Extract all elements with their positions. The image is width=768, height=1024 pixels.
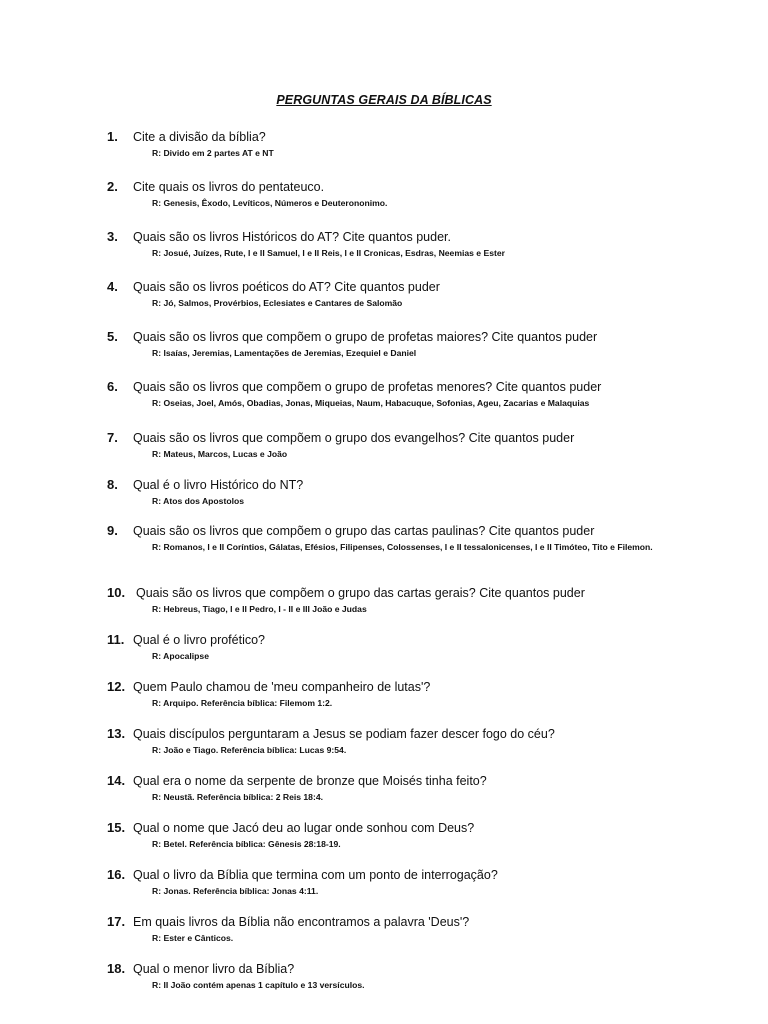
question-number: 9.	[107, 523, 118, 538]
question-number: 5.	[107, 329, 118, 344]
question-number: 18.	[107, 961, 126, 976]
question-text: Cite quais os livros do pentateuco.	[133, 180, 325, 194]
question-text: Quais são os livros que compõem o grupo de profetas maiores? Cite quantos puder	[133, 330, 598, 344]
question-text: Qual é o livro Histórico do NT?	[133, 478, 304, 492]
question-text: Qual o livro da Bíblia que termina com um ponto de interrogação?	[133, 868, 498, 882]
question-number: 10.	[107, 585, 126, 600]
question-number: 12.	[107, 679, 126, 694]
question-number: 2.	[107, 179, 118, 194]
question-number: 13.	[107, 726, 126, 741]
answer-text: R: Romanos, I e II Coríntios, Gálatas, Efésios, Filipenses, Colossenses, I e II tessalonicenses, I e II Timóteo, Tito e Filemon.	[152, 542, 653, 552]
question-number: 3.	[107, 229, 118, 244]
question-text: Em quais livros da Bíblia não encontramos a palavra 'Deus'?	[133, 915, 470, 929]
question-text: Quais discípulos perguntaram a Jesus se podiam fazer descer fogo do céu?	[133, 727, 555, 741]
question-text: Qual era o nome da serpente de bronze que Moisés tinha feito?	[133, 774, 487, 788]
question-text: Quais são os livros que compõem o grupo dos evangelhos? Cite quantos puder	[133, 431, 575, 445]
answer-text: R: Arquipo. Referência bíblica: Filemom 1:2.	[152, 698, 333, 708]
question-number: 6.	[107, 379, 118, 394]
answer-text: R: Jó, Salmos, Provérbios, Eclesiates e Cantares de Salomão	[152, 298, 403, 308]
question-number: 4.	[107, 279, 118, 294]
answer-text: R: Apocalipse	[152, 651, 209, 661]
question-text: Quem Paulo chamou de 'meu companheiro de lutas'?	[133, 680, 431, 694]
answer-text: R: Divido em 2 partes AT e NT	[152, 148, 274, 158]
question-number: 15.	[107, 820, 126, 835]
question-number: 17.	[107, 914, 126, 929]
question-number: 16.	[107, 867, 126, 882]
question-text: Qual é o livro profético?	[133, 633, 266, 647]
answer-text: R: Hebreus, Tiago, I e II Pedro, I - II e III João e Judas	[152, 604, 367, 614]
answer-text: R: Oseias, Joel, Amós, Obadias, Jonas, Miqueias, Naum, Habacuque, Sofonias, Ageu, Zacarias e Malaquias	[152, 398, 590, 408]
question-text: Quais são os livros poéticos do AT? Cite quantos puder	[133, 280, 440, 294]
question-text: Quais são os livros que compõem o grupo das cartas gerais? Cite quantos puder	[136, 586, 585, 600]
answer-text: R: Mateus, Marcos, Lucas e João	[152, 449, 288, 459]
question-text: Qual o menor livro da Bíblia?	[133, 962, 295, 976]
answer-text: R: II João contém apenas 1 capítulo e 13 versículos.	[152, 980, 365, 990]
answer-text: R: Neustã. Referência bíblica: 2 Reis 18:4.	[152, 792, 323, 802]
answer-text: R: Josué, Juízes, Rute, I e II Samuel, I e II Reis, I e II Cronicas, Esdras, Neemias e Ester	[152, 248, 505, 258]
question-text: Qual o nome que Jacó deu ao lugar onde sonhou com Deus?	[133, 821, 475, 835]
answer-text: R: Betel. Referência bíblica: Gênesis 28:18-19.	[152, 839, 341, 849]
question-number: 14.	[107, 773, 126, 788]
question-number: 1.	[107, 129, 118, 144]
question-text: Quais são os livros que compõem o grupo de profetas menores? Cite quantos puder	[133, 380, 602, 394]
answer-text: R: Jonas. Referência bíblica: Jonas 4:11.	[152, 886, 319, 896]
question-number: 7.	[107, 430, 118, 445]
document-title: PERGUNTAS GERAIS DA BÍBLICAS	[276, 93, 492, 107]
answer-text: R: Atos dos Apostolos	[152, 496, 244, 506]
answer-text: R: Isaías, Jeremias, Lamentações de Jeremias, Ezequiel e Daniel	[152, 348, 417, 358]
question-text: Quais são os livros que compõem o grupo das cartas paulinas? Cite quantos puder	[133, 524, 595, 538]
question-number: 8.	[107, 477, 118, 492]
question-text: Quais são os livros Históricos do AT? Cite quantos puder.	[133, 230, 451, 244]
question-text: Cite a divisão da bíblia?	[133, 130, 266, 144]
answer-text: R: Genesis, Êxodo, Levíticos, Números e Deuterononimo.	[152, 198, 388, 208]
answer-text: R: João e Tiago. Referência bíblica: Lucas 9:54.	[152, 745, 347, 755]
question-number: 11.	[107, 632, 125, 647]
answer-text: R: Ester e Cânticos.	[152, 933, 234, 943]
